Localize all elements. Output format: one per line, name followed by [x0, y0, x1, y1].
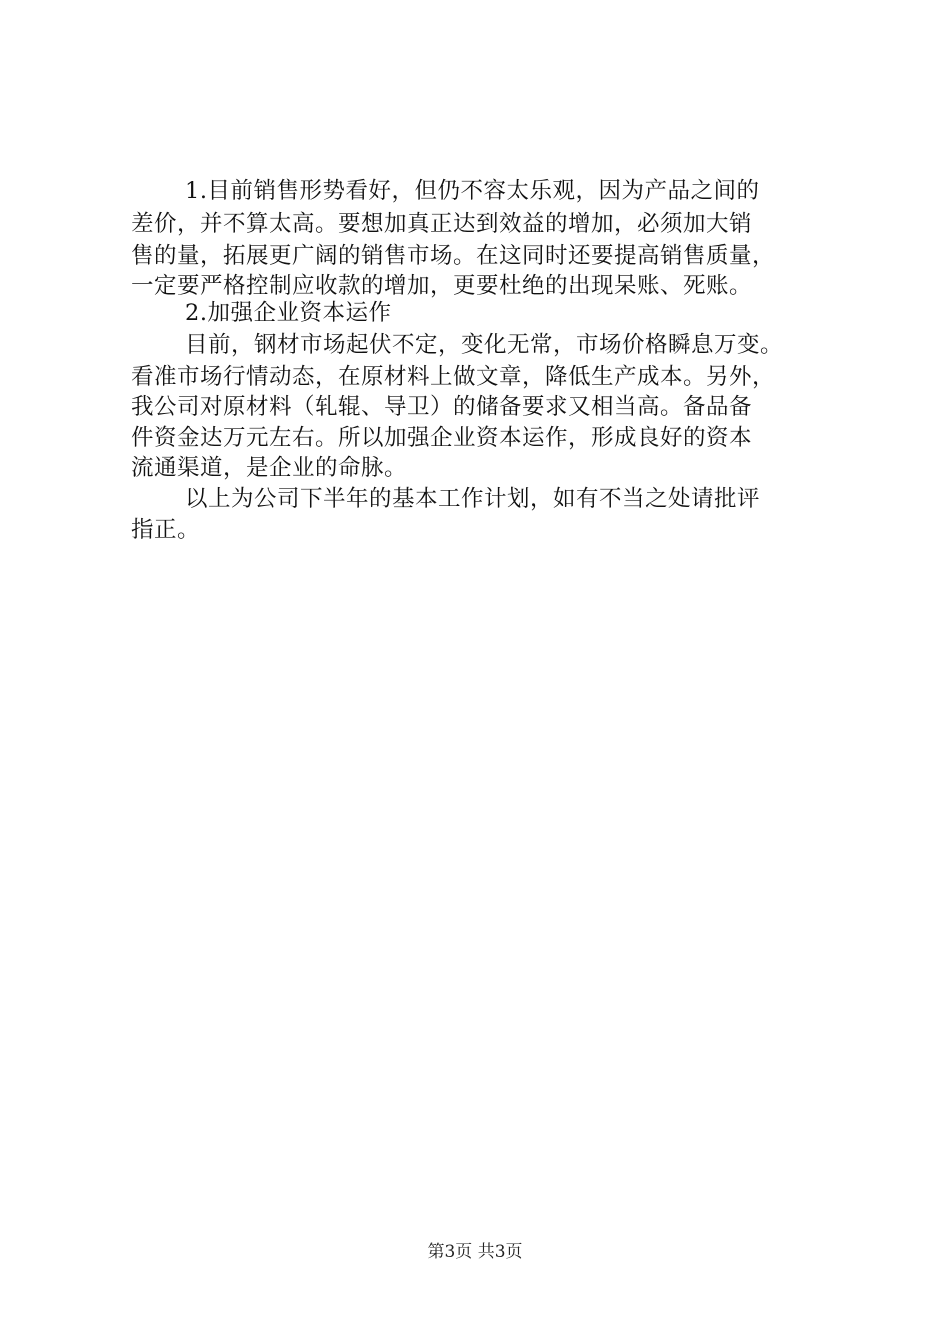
paragraph-3-line-3: 我公司对原材料（轧辊、导卫）的储备要求又相当高。备品备: [131, 394, 753, 420]
paragraph-4-line-1: 以上为公司下半年的基本工作计划，如有不当之处请批评: [185, 486, 761, 512]
paragraph-3-line-4: 件资金达万元左右。所以加强企业资本运作，形成良好的资本: [131, 425, 753, 451]
paragraph-1-line-4: 一定要严格控制应收款的增加，更要杜绝的出现呆账、死账。: [131, 273, 753, 299]
paragraph-1-line-2: 差价，并不算太高。要想加真正达到效益的增加，必须加大销: [131, 211, 753, 237]
paragraph-3-line-2: 看准市场行情动态，在原材料上做文章，降低生产成本。另外，: [131, 364, 776, 390]
paragraph-3-line-5: 流通渠道，是企业的命脉。: [131, 455, 408, 481]
paragraph-1-line-3: 售的量，拓展更广阔的销售市场。在这同时还要提高销售质量，: [131, 243, 776, 269]
paragraph-4-line-2: 指正。: [131, 517, 201, 543]
paragraph-1-line-1: 1.目前销售形势看好，但仍不容太乐观，因为产品之间的: [185, 178, 760, 204]
page-footer: 第3页 共3页: [427, 1242, 523, 1262]
section-heading: 2.加强企业资本运作: [185, 300, 392, 326]
paragraph-3-line-1: 目前，钢材市场起伏不定，变化无常，市场价格瞬息万变。: [185, 332, 784, 358]
